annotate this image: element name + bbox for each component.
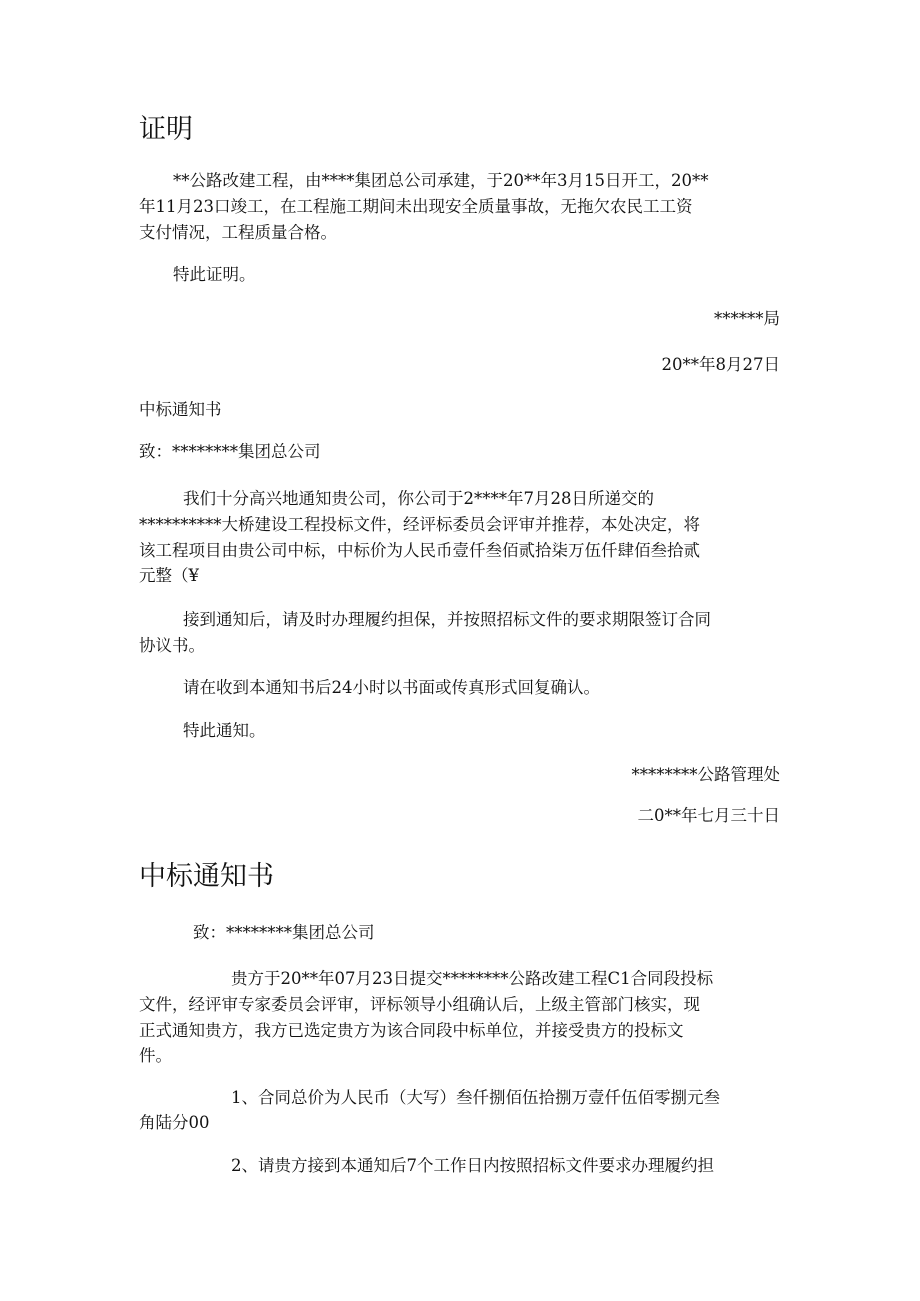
notice1-para1-line-4: 元整（¥ xyxy=(139,566,199,585)
notice1-date: 二0**年七月三十日 xyxy=(637,806,780,825)
notice1-closing: 特此通知。 xyxy=(183,721,266,740)
certificate-body-line-3: 支付情况，工程质量合格。 xyxy=(139,223,337,242)
notice2-para1-line-3: 正式通知贵方，我方已选定贵方为该合同段中标单位，并接受贵方的投标文 xyxy=(139,1021,684,1040)
notice2-para1-line-1: 贵方于20**年07月23日提交********公路改建工程C1合同段投标 xyxy=(231,969,714,988)
notice1-issuer: ********公路管理处 xyxy=(631,765,780,784)
notice2-para1-line-4: 件。 xyxy=(139,1046,172,1065)
certificate-body-line-1: **公路改建工程，由****集团总公司承建，于20**年3月15日开工，20** xyxy=(173,171,709,190)
notice1-para1-line-3: 该工程项目由贵公司中标，中标价为人民币壹仟叁佰贰拾柒万伍仟肆佰叁拾贰 xyxy=(139,541,700,560)
notice2-item1-line-1: 1、合同总价为人民币（大写）叁仟捌佰伍拾捌万壹仟伍佰零捌元叁 xyxy=(231,1088,720,1107)
certificate-issuer: ******局 xyxy=(714,309,780,328)
notice1-para1-line-1: 我们十分高兴地通知贵公司，你公司于2****年7月28日所递交的 xyxy=(183,489,654,508)
certificate-title: 证明 xyxy=(139,114,193,145)
notice2-title: 中标通知书 xyxy=(139,861,274,892)
notice1-para2-line-1: 接到通知后，请及时办理履约担保，并按照招标文件的要求期限签订合同 xyxy=(183,610,711,629)
notice1-title: 中标通知书 xyxy=(139,400,222,419)
notice1-recipient: 致：********集团总公司 xyxy=(139,442,321,461)
certificate-body-line-2: 年11月23口竣工，在工程施工期间未出现安全质量事故，无拖欠农民工工资 xyxy=(139,197,693,216)
notice2-para1-line-2: 文件，经评审专家委员会评审，评标领导小组确认后，上级主管部门核实，现 xyxy=(139,995,700,1014)
certificate-closing: 特此证明。 xyxy=(173,265,256,284)
notice1-para2-line-2: 协议书。 xyxy=(139,636,205,655)
notice2-recipient: 致：********集团总公司 xyxy=(193,923,375,942)
notice2-item1-line-2: 角陆分00 xyxy=(139,1113,210,1132)
notice2-item2: 2、请贵方接到本通知后7个工作日内按照招标文件要求办理履约担 xyxy=(231,1156,714,1175)
notice1-para3: 请在收到本通知书后24小时以书面或传真形式回复确认。 xyxy=(183,678,600,697)
notice1-para1-line-2: **********大桥建设工程投标文件，经评标委员会评审并推荐，本处决定，将 xyxy=(139,515,700,534)
certificate-date: 20**年8月27日 xyxy=(661,355,780,374)
